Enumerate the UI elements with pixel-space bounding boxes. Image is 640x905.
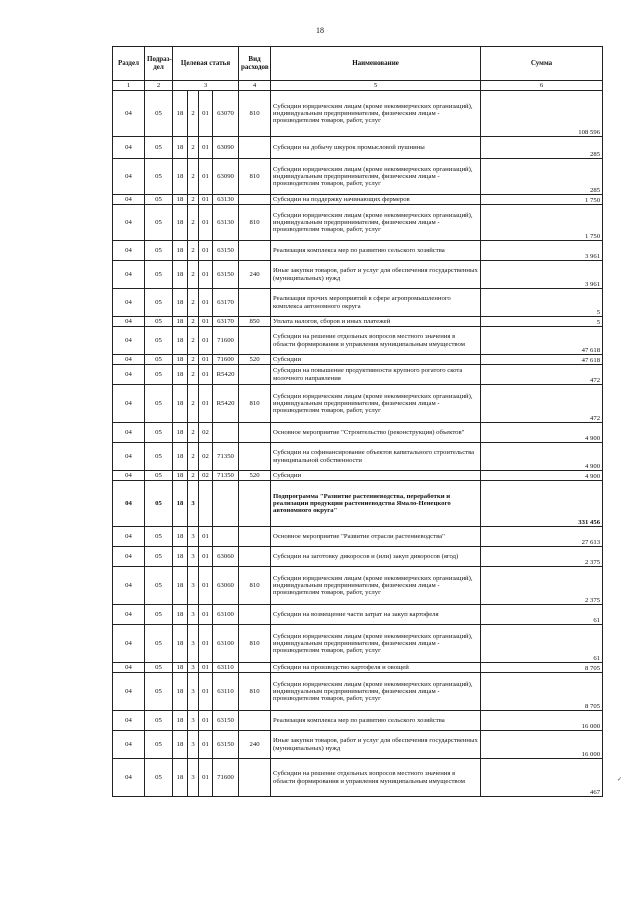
- column-numbers-row: [113, 81, 603, 91]
- page-number: 18: [316, 26, 324, 35]
- row-program: 18: [173, 137, 188, 159]
- row-name: Субсидии юридическим лицам (кроме некоммерческих организаций), индивидуальным предпринимателям, физическим лицам - производителям товаров, работ, услуг: [271, 159, 481, 195]
- row-amount: 3 961: [481, 261, 603, 289]
- row-amount: 472: [481, 385, 603, 423]
- row-subprogram: 3: [188, 663, 199, 673]
- row-subsection: 05: [145, 317, 173, 327]
- row-subprogram: 2: [188, 423, 199, 443]
- row-activity: 01: [199, 205, 213, 241]
- row-amount: 47 618: [481, 327, 603, 355]
- row-subsection: 05: [145, 625, 173, 663]
- scan-mark: ✓: [616, 777, 622, 783]
- budget-table: [112, 46, 603, 797]
- row-section: 04: [113, 91, 145, 137]
- header-section: Раздел: [113, 47, 145, 81]
- row-amount: 4 900: [481, 471, 603, 481]
- row-program: 18: [173, 527, 188, 547]
- row-direction: 63150: [213, 731, 239, 759]
- row-subsection: 05: [145, 605, 173, 625]
- row-subprogram: 2: [188, 317, 199, 327]
- row-direction: 63110: [213, 673, 239, 711]
- row-expense-type: [239, 527, 271, 547]
- row-amount: 467: [481, 759, 603, 797]
- row-direction: 63170: [213, 289, 239, 317]
- row-name: Основное мероприятие "Строительство (реконструкция) объектов": [271, 423, 481, 443]
- table-row: [113, 663, 603, 673]
- row-expense-type: [239, 711, 271, 731]
- table-body: [113, 91, 603, 797]
- row-amount: 108 596: [481, 91, 603, 137]
- row-expense-type: [239, 423, 271, 443]
- row-subsection: 05: [145, 423, 173, 443]
- row-program: 18: [173, 91, 188, 137]
- row-direction: 71350: [213, 443, 239, 471]
- row-program: 18: [173, 673, 188, 711]
- header-target-article: Целевая статья: [173, 47, 239, 81]
- row-name: Основное мероприятие "Развитие отрасли растениеводства": [271, 527, 481, 547]
- row-subprogram: 3: [188, 673, 199, 711]
- row-direction: 63170: [213, 317, 239, 327]
- table-row: [113, 355, 603, 365]
- row-program: 18: [173, 317, 188, 327]
- row-subsection: 05: [145, 663, 173, 673]
- row-name: Реализация прочих мероприятий в сфере агропромышленного комплекса автономного округа: [271, 289, 481, 317]
- row-direction: 63060: [213, 547, 239, 567]
- row-section: 04: [113, 159, 145, 195]
- row-expense-type: 810: [239, 567, 271, 605]
- row-section: 04: [113, 317, 145, 327]
- column-number: 2: [145, 81, 173, 91]
- row-subprogram: 3: [188, 625, 199, 663]
- row-subprogram: 3: [188, 731, 199, 759]
- row-amount: 47 618: [481, 355, 603, 365]
- row-direction: 63150: [213, 241, 239, 261]
- table-row: [113, 673, 603, 711]
- row-direction: R5420: [213, 365, 239, 385]
- row-program: 18: [173, 385, 188, 423]
- row-subprogram: 2: [188, 471, 199, 481]
- row-subprogram: 2: [188, 355, 199, 365]
- row-name: Субсидии юридическим лицам (кроме некоммерческих организаций), индивидуальным предпринимателям, физическим лицам - производителям товаров, работ, услуг: [271, 567, 481, 605]
- table-row: [113, 471, 603, 481]
- row-activity: 02: [199, 423, 213, 443]
- row-program: 18: [173, 205, 188, 241]
- row-name: Субсидии на повышение продуктивности крупного рогатого скота молочного направления: [271, 365, 481, 385]
- row-activity: 01: [199, 759, 213, 797]
- row-direction: [213, 481, 239, 527]
- row-subprogram: 2: [188, 205, 199, 241]
- row-program: 18: [173, 289, 188, 317]
- row-subprogram: 2: [188, 91, 199, 137]
- row-expense-type: [239, 365, 271, 385]
- table-row: [113, 385, 603, 423]
- row-subprogram: 2: [188, 159, 199, 195]
- row-direction: 63070: [213, 91, 239, 137]
- row-section: 04: [113, 205, 145, 241]
- row-amount: 2 375: [481, 547, 603, 567]
- row-direction: 63150: [213, 261, 239, 289]
- table-row: [113, 547, 603, 567]
- row-subsection: 05: [145, 471, 173, 481]
- row-expense-type: [239, 547, 271, 567]
- row-subprogram: 3: [188, 605, 199, 625]
- row-program: 18: [173, 567, 188, 605]
- column-number: 4: [239, 81, 271, 91]
- row-direction: 71600: [213, 327, 239, 355]
- row-expense-type: 810: [239, 159, 271, 195]
- row-expense-type: [239, 289, 271, 317]
- row-expense-type: [239, 443, 271, 471]
- row-section: 04: [113, 673, 145, 711]
- row-subsection: 05: [145, 365, 173, 385]
- row-subsection: 05: [145, 91, 173, 137]
- table-row: [113, 317, 603, 327]
- row-amount: 16 000: [481, 711, 603, 731]
- row-direction: [213, 527, 239, 547]
- row-name: Уплата налогов, сборов и иных платежей: [271, 317, 481, 327]
- row-subprogram: 2: [188, 261, 199, 289]
- row-direction: 63130: [213, 195, 239, 205]
- row-activity: 01: [199, 365, 213, 385]
- row-name: Субсидии: [271, 471, 481, 481]
- table-row: [113, 261, 603, 289]
- row-activity: 01: [199, 527, 213, 547]
- row-name: Субсидии юридическим лицам (кроме некоммерческих организаций), индивидуальным предпринимателям, физическим лицам - производителям товаров, работ, услуг: [271, 205, 481, 241]
- row-subprogram: 2: [188, 289, 199, 317]
- row-program: 18: [173, 159, 188, 195]
- row-name: Субсидии на добычу шкурок промысловой пушнины: [271, 137, 481, 159]
- row-subsection: 05: [145, 289, 173, 317]
- table-row: [113, 205, 603, 241]
- row-activity: 01: [199, 91, 213, 137]
- header-amount: Сумма: [481, 47, 603, 81]
- row-program: 18: [173, 481, 188, 527]
- table-row: [113, 327, 603, 355]
- row-section: 04: [113, 759, 145, 797]
- row-activity: 01: [199, 355, 213, 365]
- row-expense-type: 810: [239, 625, 271, 663]
- row-subprogram: 2: [188, 385, 199, 423]
- row-expense-type: [239, 195, 271, 205]
- column-number: 1: [113, 81, 145, 91]
- row-amount: 3 961: [481, 241, 603, 261]
- row-name: Субсидии юридическим лицам (кроме некоммерческих организаций), индивидуальным предпринимателям, физическим лицам - производителям товаров, работ, услуг: [271, 625, 481, 663]
- row-activity: 01: [199, 195, 213, 205]
- row-amount: 4 900: [481, 423, 603, 443]
- row-program: 18: [173, 605, 188, 625]
- table-header: [113, 47, 603, 91]
- row-amount: 8 705: [481, 673, 603, 711]
- row-subprogram: 2: [188, 443, 199, 471]
- row-name: Субсидии: [271, 355, 481, 365]
- row-subprogram: 2: [188, 195, 199, 205]
- table-row: [113, 605, 603, 625]
- row-expense-type: 810: [239, 205, 271, 241]
- row-expense-type: 810: [239, 673, 271, 711]
- table-row: [113, 195, 603, 205]
- row-subsection: 05: [145, 547, 173, 567]
- row-expense-type: [239, 137, 271, 159]
- row-amount: 16 000: [481, 731, 603, 759]
- row-amount: 1 750: [481, 205, 603, 241]
- row-program: 18: [173, 663, 188, 673]
- row-subprogram: 3: [188, 481, 199, 527]
- row-direction: 63090: [213, 159, 239, 195]
- row-section: 04: [113, 195, 145, 205]
- row-expense-type: [239, 481, 271, 527]
- row-program: 18: [173, 547, 188, 567]
- row-subprogram: 2: [188, 137, 199, 159]
- row-program: 18: [173, 423, 188, 443]
- row-name: Субсидии на возмещение части затрат на закуп картофеля: [271, 605, 481, 625]
- row-subsection: 05: [145, 355, 173, 365]
- row-activity: 02: [199, 443, 213, 471]
- row-program: 18: [173, 195, 188, 205]
- row-name: Субсидии юридическим лицам (кроме некоммерческих организаций), индивидуальным предпринимателям, физическим лицам - производителям товаров, работ, услуг: [271, 385, 481, 423]
- row-activity: 01: [199, 261, 213, 289]
- row-section: 04: [113, 711, 145, 731]
- row-section: 04: [113, 625, 145, 663]
- row-expense-type: 850: [239, 317, 271, 327]
- row-program: 18: [173, 365, 188, 385]
- row-subprogram: 2: [188, 241, 199, 261]
- row-section: 04: [113, 241, 145, 261]
- row-name: Субсидии юридическим лицам (кроме некоммерческих организаций), индивидуальным предпринимателям, физическим лицам - производителям товаров, работ, услуг: [271, 673, 481, 711]
- row-subsection: 05: [145, 241, 173, 261]
- column-number: 3: [173, 81, 239, 91]
- row-program: 18: [173, 625, 188, 663]
- row-expense-type: [239, 241, 271, 261]
- row-subsection: 05: [145, 159, 173, 195]
- header-name: Наименование: [271, 47, 481, 81]
- row-expense-type: 240: [239, 731, 271, 759]
- row-expense-type: 810: [239, 91, 271, 137]
- row-section: 04: [113, 481, 145, 527]
- row-direction: [213, 423, 239, 443]
- row-direction: 71600: [213, 759, 239, 797]
- table-row: [113, 567, 603, 605]
- row-activity: [199, 481, 213, 527]
- row-activity: 01: [199, 547, 213, 567]
- row-direction: R5420: [213, 385, 239, 423]
- row-direction: 71350: [213, 471, 239, 481]
- row-section: 04: [113, 289, 145, 317]
- row-direction: 63100: [213, 605, 239, 625]
- row-subprogram: 2: [188, 327, 199, 355]
- row-activity: 01: [199, 711, 213, 731]
- row-direction: 63060: [213, 567, 239, 605]
- table-row: [113, 481, 603, 527]
- row-amount: 285: [481, 137, 603, 159]
- row-section: 04: [113, 663, 145, 673]
- row-section: 04: [113, 567, 145, 605]
- row-direction: 63110: [213, 663, 239, 673]
- row-amount: 61: [481, 625, 603, 663]
- row-section: 04: [113, 261, 145, 289]
- row-name: Подпрограмма "Развитие растениеводства, переработки и реализации продукции растениеводства Ямало-Ненецкого автономного округа": [271, 481, 481, 527]
- row-program: 18: [173, 759, 188, 797]
- row-amount: 331 456: [481, 481, 603, 527]
- row-name: Субсидии на заготовку дикоросов и (или) закуп дикоросов (ягод): [271, 547, 481, 567]
- row-section: 04: [113, 471, 145, 481]
- row-section: 04: [113, 547, 145, 567]
- row-activity: 01: [199, 567, 213, 605]
- row-section: 04: [113, 327, 145, 355]
- row-section: 04: [113, 443, 145, 471]
- table-row: [113, 241, 603, 261]
- table-row: [113, 423, 603, 443]
- row-amount: 472: [481, 365, 603, 385]
- row-subprogram: 3: [188, 711, 199, 731]
- row-direction: 63130: [213, 205, 239, 241]
- row-amount: 285: [481, 159, 603, 195]
- row-subsection: 05: [145, 711, 173, 731]
- header-expense-type: Вид расходов: [239, 47, 271, 81]
- table-row: [113, 443, 603, 471]
- row-expense-type: [239, 759, 271, 797]
- row-subsection: 05: [145, 137, 173, 159]
- table-row: [113, 289, 603, 317]
- row-name: Субсидии на решение отдельных вопросов местного значения в области формирования и управления муниципальным имуществом: [271, 759, 481, 797]
- row-amount: 61: [481, 605, 603, 625]
- row-expense-type: 810: [239, 385, 271, 423]
- table-row: [113, 137, 603, 159]
- row-subprogram: 2: [188, 365, 199, 385]
- row-name: Субсидии юридическим лицам (кроме некоммерческих организаций), индивидуальным предпринимателям, физическим лицам - производителям товаров, работ, услуг: [271, 91, 481, 137]
- table-row: [113, 365, 603, 385]
- row-name: Реализация комплекса мер по развитию сельского хозяйства: [271, 241, 481, 261]
- row-subsection: 05: [145, 481, 173, 527]
- row-subsection: 05: [145, 327, 173, 355]
- table-row: [113, 711, 603, 731]
- row-amount: 5: [481, 317, 603, 327]
- row-amount: 1 750: [481, 195, 603, 205]
- row-subsection: 05: [145, 673, 173, 711]
- row-name: Реализация комплекса мер по развитию сельского хозяйства: [271, 711, 481, 731]
- row-subsection: 05: [145, 195, 173, 205]
- row-activity: 01: [199, 137, 213, 159]
- row-section: 04: [113, 355, 145, 365]
- row-program: 18: [173, 471, 188, 481]
- table-row: [113, 527, 603, 547]
- row-activity: 01: [199, 289, 213, 317]
- table-row: [113, 91, 603, 137]
- table-row: [113, 159, 603, 195]
- row-program: 18: [173, 731, 188, 759]
- row-subsection: 05: [145, 443, 173, 471]
- row-amount: 8 705: [481, 663, 603, 673]
- row-activity: 01: [199, 605, 213, 625]
- row-direction: 63100: [213, 625, 239, 663]
- row-activity: 01: [199, 241, 213, 261]
- table-row: [113, 759, 603, 797]
- table-row: [113, 625, 603, 663]
- row-subprogram: 3: [188, 567, 199, 605]
- row-subsection: 05: [145, 567, 173, 605]
- row-activity: 01: [199, 625, 213, 663]
- row-program: 18: [173, 443, 188, 471]
- row-amount: 5: [481, 289, 603, 317]
- row-subprogram: 3: [188, 547, 199, 567]
- row-expense-type: [239, 327, 271, 355]
- row-name: Иные закупки товаров, работ и услуг для обеспечения государственных (муниципальных) нужд: [271, 731, 481, 759]
- row-direction: 63150: [213, 711, 239, 731]
- row-program: 18: [173, 711, 188, 731]
- row-activity: 01: [199, 317, 213, 327]
- row-section: 04: [113, 365, 145, 385]
- row-expense-type: 520: [239, 355, 271, 365]
- row-name: Субсидии на поддержку начинающих фермеров: [271, 195, 481, 205]
- row-name: Иные закупки товаров, работ и услуг для обеспечения государственных (муниципальных) нужд: [271, 261, 481, 289]
- row-name: Субсидии на производство картофеля и овощей: [271, 663, 481, 673]
- column-number: 6: [481, 81, 603, 91]
- row-name: Субсидии на софинансирование объектов капитального строительства муниципальной собственности: [271, 443, 481, 471]
- row-subsection: 05: [145, 205, 173, 241]
- row-program: 18: [173, 327, 188, 355]
- header-subsection: Подраз- дел: [145, 47, 173, 81]
- row-amount: 27 613: [481, 527, 603, 547]
- row-activity: 01: [199, 159, 213, 195]
- row-section: 04: [113, 605, 145, 625]
- row-activity: 02: [199, 471, 213, 481]
- row-subsection: 05: [145, 527, 173, 547]
- row-expense-type: 240: [239, 261, 271, 289]
- row-section: 04: [113, 731, 145, 759]
- row-activity: 01: [199, 327, 213, 355]
- row-activity: 01: [199, 673, 213, 711]
- row-subprogram: 3: [188, 527, 199, 547]
- row-program: 18: [173, 355, 188, 365]
- row-section: 04: [113, 385, 145, 423]
- row-subsection: 05: [145, 731, 173, 759]
- row-expense-type: 520: [239, 471, 271, 481]
- row-subsection: 05: [145, 759, 173, 797]
- column-number: 5: [271, 81, 481, 91]
- row-section: 04: [113, 527, 145, 547]
- row-activity: 01: [199, 731, 213, 759]
- row-program: 18: [173, 261, 188, 289]
- row-program: 18: [173, 241, 188, 261]
- row-name: Субсидии на решение отдельных вопросов местного значения в области формирования и управления муниципальным имуществом: [271, 327, 481, 355]
- row-subprogram: 3: [188, 759, 199, 797]
- row-activity: 01: [199, 663, 213, 673]
- row-subsection: 05: [145, 385, 173, 423]
- row-subsection: 05: [145, 261, 173, 289]
- row-direction: 63090: [213, 137, 239, 159]
- row-expense-type: [239, 663, 271, 673]
- table-row: [113, 731, 603, 759]
- row-direction: 71600: [213, 355, 239, 365]
- row-amount: 2 375: [481, 567, 603, 605]
- row-section: 04: [113, 137, 145, 159]
- row-section: 04: [113, 423, 145, 443]
- row-activity: 01: [199, 385, 213, 423]
- row-amount: 4 900: [481, 443, 603, 471]
- row-expense-type: [239, 605, 271, 625]
